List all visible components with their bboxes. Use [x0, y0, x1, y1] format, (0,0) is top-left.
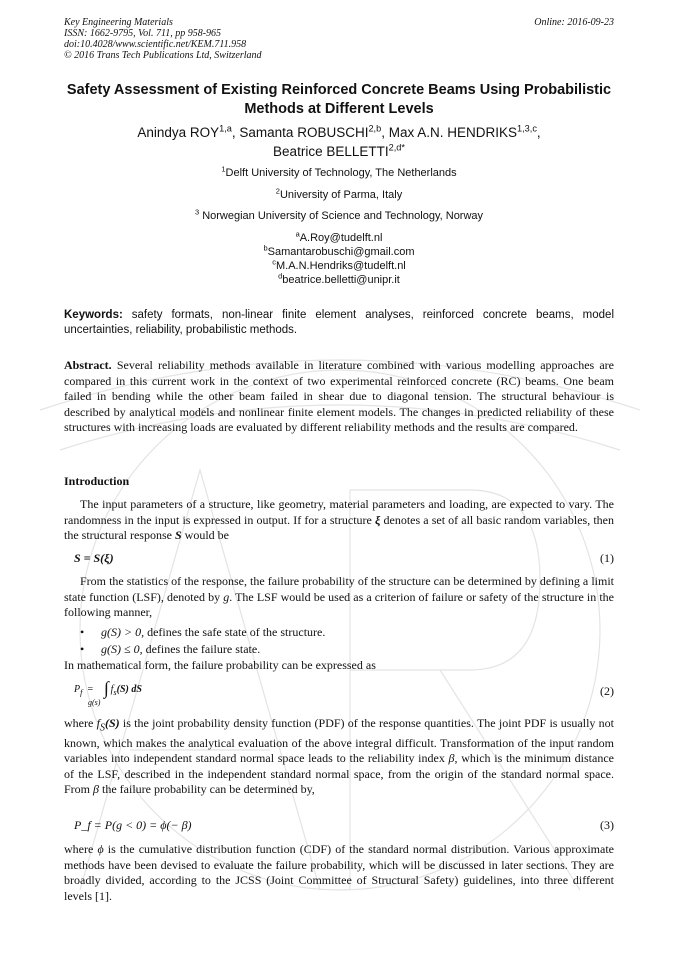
- eq-symbol: =: [87, 684, 94, 695]
- equation-1: [64, 551, 614, 569]
- author-name: Max A.N. HENDRIKS: [388, 125, 518, 140]
- author-sup: 2,b: [368, 123, 382, 134]
- equation-body: S = S(ξ): [74, 551, 114, 565]
- math-g: g: [223, 589, 230, 604]
- list-item: [80, 642, 260, 657]
- eq-symbol: P: [74, 684, 81, 695]
- affiliation-text: Delft University of Technology, The Netherlands: [225, 167, 457, 179]
- text-run: The input parameters of a structure, like geometry, material parameters and loading, are expected to vary. The randomness in the input is expressed in output. If for a structure: [64, 497, 614, 527]
- equation-body: P_f = P(g < 0) = ϕ(− β): [74, 818, 192, 832]
- intro-paragraph-2: [64, 574, 614, 621]
- eq-subscript: f: [80, 688, 83, 697]
- affiliation: [64, 207, 614, 223]
- affiliation-text: University of Parma, Italy: [279, 189, 403, 201]
- text-run: the failure probability can be determined by,: [102, 782, 315, 797]
- author-name: Samanta ROBUSCHI: [239, 125, 369, 140]
- email-line: [64, 271, 614, 287]
- text-run: is the cumulative distribution function (CDF) of the standard normal distribution. Various approximate methods have been devised to evaluate the failure probability, which will be discussed in later sections. They are broadly divided, according to the JCSS (Joint Committee of Structural Safety) guidelines, into three different levels [1].: [64, 842, 614, 903]
- issn-line: ISSN: 1662-9795, Vol. 711, pp 958-965: [64, 28, 222, 39]
- bullet-math: g(S) ≤ 0,: [101, 642, 143, 656]
- bullet-icon: •: [80, 625, 85, 639]
- doi-line: doi:10.4028/www.scientific.net/KEM.711.958: [64, 39, 247, 50]
- email-line: [64, 257, 614, 273]
- text-run: would be: [184, 528, 229, 542]
- copyright-line: © 2016 Trans Tech Publications Ltd, Switzerland: [64, 50, 262, 61]
- abstract-paragraph: [64, 358, 614, 436]
- author-name: Anindya ROY: [137, 125, 220, 140]
- affiliation-sup: 3: [194, 207, 200, 217]
- author-sup: 1,a: [219, 123, 232, 134]
- math-subscript: S: [99, 722, 105, 734]
- email-sup: d: [278, 271, 283, 281]
- list-item: [80, 625, 325, 640]
- section-heading: Introduction: [64, 474, 130, 488]
- text-run: denotes a set of all basic random variables, then the structural response: [64, 512, 615, 542]
- equation-3: [64, 818, 614, 836]
- bullet-math: g(S) > 0,: [101, 625, 145, 639]
- text-run: where: [64, 842, 94, 856]
- intro-paragraph-3: In mathematical form, the failure probability can be expressed as: [64, 658, 376, 672]
- math-phi: ϕ: [97, 842, 104, 856]
- bullet-text: defines the safe state of the structure.: [147, 625, 326, 639]
- online-date: Online: 2016-09-23: [534, 17, 614, 28]
- affiliation: [64, 164, 614, 180]
- email-sup: c: [272, 257, 276, 267]
- equation-number: (1): [600, 551, 614, 565]
- text-run: From the statistics of the response, the failure probability of the structure can be determined by defining a limit state function (LSF), denoted by: [64, 574, 614, 604]
- math-fs: f: [96, 716, 100, 730]
- text-run: is the joint probability density function (PDF) of the response quantities. The joint PDF is usually not known, which makes the analytical evaluation of the above integral difficult. Transformation of the input random variables into independent standard normal space leads to the reliability index: [64, 716, 615, 766]
- math-arg: (S): [104, 716, 120, 730]
- journal-name: Key Engineering Materials: [64, 17, 173, 28]
- equation-2: [64, 678, 614, 712]
- journal-header: [64, 17, 262, 61]
- affiliation-sup: 1: [221, 164, 226, 174]
- abstract-label: Abstract.: [64, 358, 112, 372]
- affiliation-text: Norwegian University of Science and Technology, Norway: [202, 210, 484, 222]
- bullet-icon: •: [80, 642, 85, 656]
- equation-number: (2): [600, 684, 614, 698]
- integral-icon: ∫: [104, 678, 109, 698]
- abstract-text: Several reliability methods available in literature combined with various modelling approaches are compared in this current work in the context of two experimental reinforced concrete (RC) beams. One beam failed in bending while the other beam failed in shear due to diagonal tension. The structural behaviour is described by analytical models and nonlinear finite element models. The changes in predicted reliability of these structures with increasing loads are evaluated by different reliability methods and the results are compared.: [64, 358, 614, 434]
- email-text[interactable]: beatrice.belletti@unipr.it: [282, 274, 400, 286]
- keywords-label: Keywords:: [64, 309, 123, 321]
- author-name: Beatrice BELLETTI: [273, 144, 389, 159]
- text-run: . The LSF would be used as a criterion of failure or safety of the structure in the following manner,: [64, 589, 615, 619]
- email-text[interactable]: M.A.N.Hendriks@tudelft.nl: [275, 260, 406, 272]
- bullet-text: defines the failure state.: [145, 642, 261, 656]
- intro-paragraph-5: [64, 842, 614, 904]
- math-beta: β: [93, 782, 99, 797]
- paper-title: Safety Assessment of Existing Reinforced Concrete Beams Using Probabilistic Methods at Different Levels: [66, 82, 612, 117]
- eq-limit: g(s): [88, 698, 101, 707]
- eq-subscript: s: [113, 688, 117, 697]
- keywords-paragraph: [64, 308, 614, 338]
- text-run: , which is the minimum distance of the LSF, described in the independent standard normal space, from the origin of the standard normal space. From: [64, 751, 614, 797]
- email-text[interactable]: Samantarobuschi@gmail.com: [267, 246, 415, 258]
- keywords-text: safety formats, non-linear finite element analyses, reinforced concrete beams, model uncertainties, reliability, probabilistic methods.: [64, 309, 614, 336]
- affiliation: [64, 186, 614, 202]
- equation-number: (3): [600, 818, 614, 832]
- eq-symbol: f: [110, 684, 114, 695]
- eq-symbol: (S) dS: [116, 684, 142, 695]
- text-run: where: [64, 716, 94, 730]
- author-list: Anindya ROY$^{1,a}$, Samanta ROBUSCHI$^{2,b}$, Max A.N. HENDRIKS$^{1,3,c}$, Beatrice $BELLETTI^{2,d*}$: [137, 123, 541, 159]
- math-xi: ξ: [374, 512, 381, 527]
- email-sup: b: [263, 243, 268, 253]
- email-line: [64, 243, 614, 259]
- email-line: [64, 229, 614, 245]
- email-text[interactable]: A.Roy@tudelft.nl: [299, 232, 383, 244]
- author-sup: 1,3,c: [517, 123, 537, 134]
- intro-paragraph-4: [64, 716, 614, 798]
- affiliation-sup: 2: [275, 186, 280, 196]
- intro-paragraph-1: [64, 497, 614, 544]
- author-sup: 2,d*: [388, 142, 405, 153]
- math-s: S: [174, 528, 182, 542]
- math-beta: β: [448, 751, 455, 766]
- email-sup: a: [295, 229, 300, 239]
